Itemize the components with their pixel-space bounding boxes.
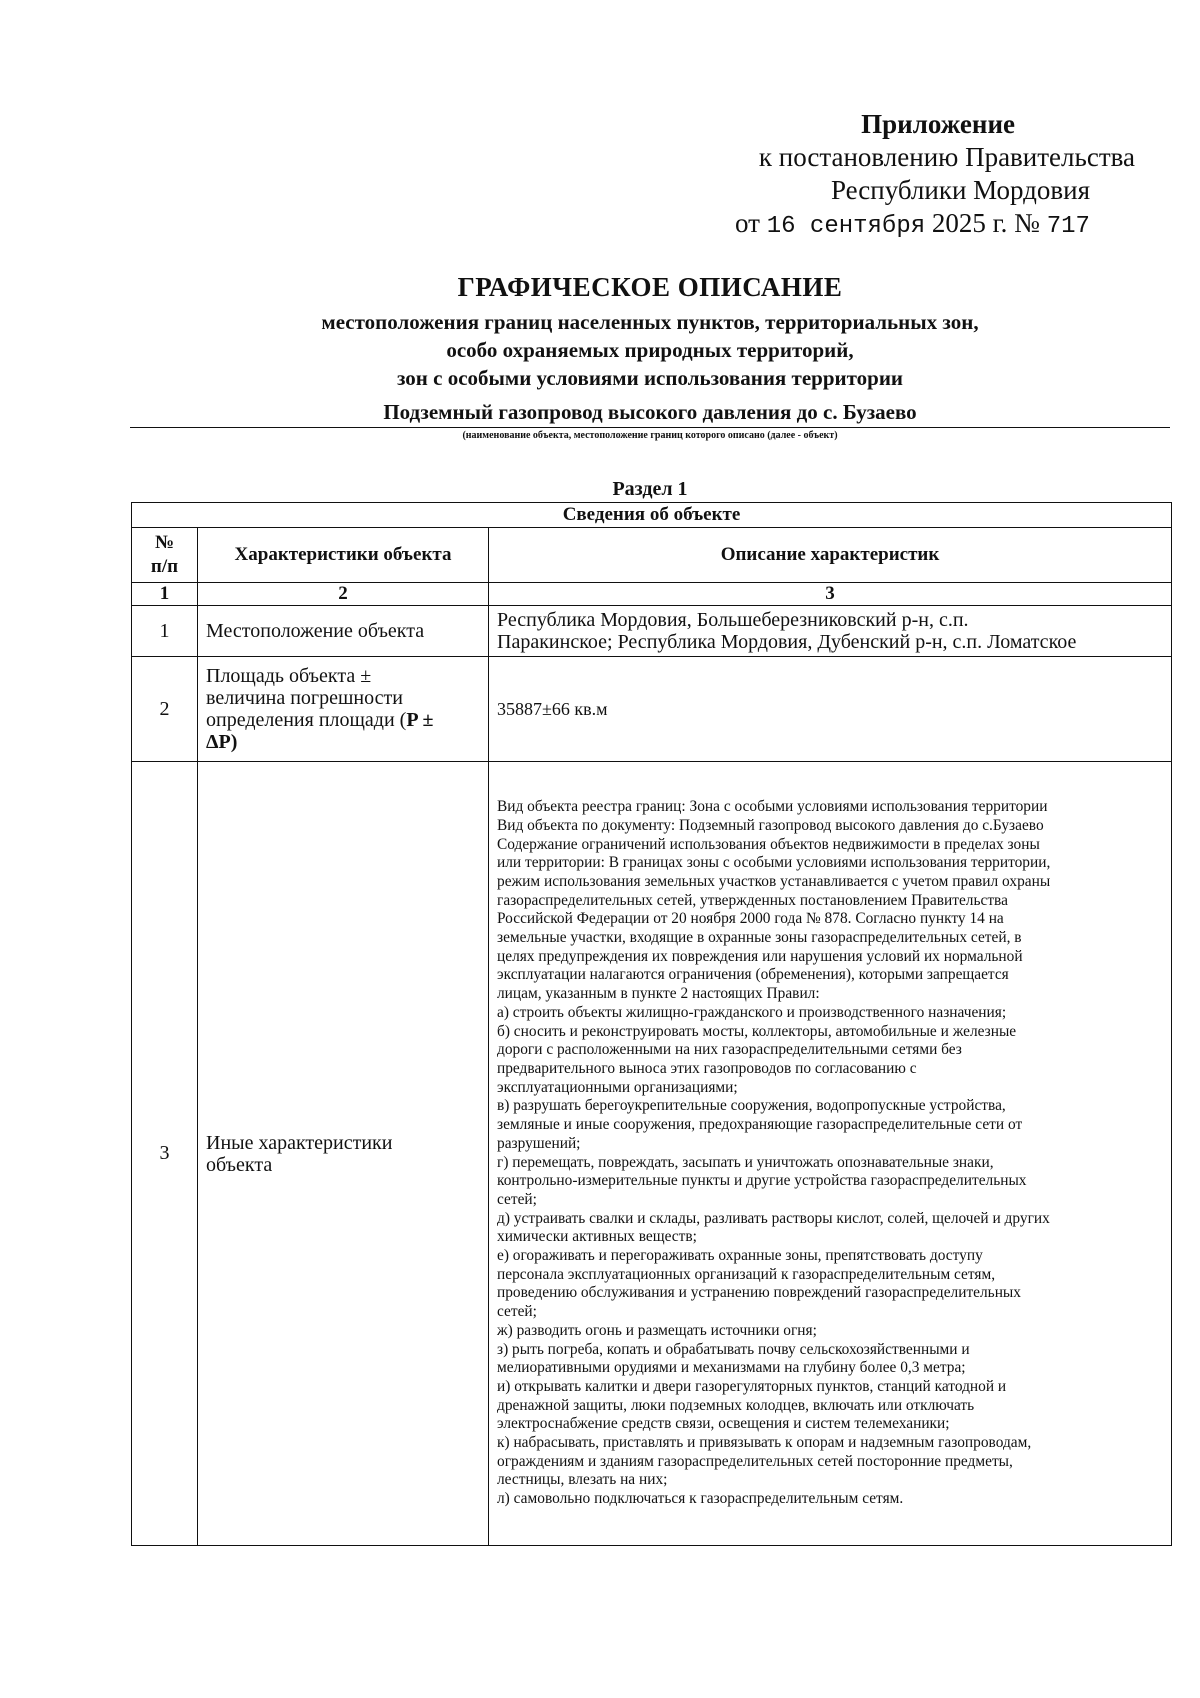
characteristic-line (206, 709, 480, 731)
column-number: 2 (198, 583, 489, 606)
header-characteristic: Характеристики объекта (198, 528, 489, 583)
description-line: мелиоративными орудиями и механизмами на глубину более 0,3 метра; (497, 1359, 966, 1377)
header-number (132, 528, 198, 583)
column-numbers-row (132, 583, 1172, 606)
date-prefix: от (735, 208, 760, 238)
description-line: Российской Федерации от 20 ноября 2000 года № 878. Согласно пункту 14 на (497, 910, 1004, 928)
description-line: е) огораживать и перегораживать охранные зоны, препятствовать доступу (497, 1247, 983, 1265)
description-line: г) перемещать, повреждать, засыпать и уничтожать опознавательные знаки, (497, 1153, 994, 1171)
description-line: Вид объекта по документу: Подземный газопровод высокого давления до с.Бузаево (497, 816, 1044, 834)
description-line: контрольно-измерительные пункты и другие устройства газораспределительных (497, 1172, 1027, 1190)
description-line: персонала эксплуатационных организаций к газораспределительным сетям, (497, 1265, 996, 1283)
description-line: к) набрасывать, приставлять и привязывать к опорам и надземным газопроводам, (497, 1434, 1032, 1452)
header-number-line-2: п/п (150, 556, 179, 577)
row-number: 2 (132, 657, 198, 762)
description-line: Вид объекта реестра границ: Зона с особыми условиями использования территории (497, 798, 1048, 816)
description-line: лестницы, влезать на них; (497, 1471, 668, 1489)
subtitle-line: особо охраняемых природных территорий, (446, 338, 854, 362)
subtitle-line: местоположения границ населенных пунктов, территориальных зон, (321, 310, 979, 334)
description-line: дороги с расположенными на них газораспределительными сетями без (497, 1041, 962, 1059)
characteristic-line: Площадь объекта ± (206, 665, 372, 687)
description-line: электроснабжение средств связи, освещения и систем телемеханики; (497, 1415, 950, 1433)
date-number: 717 (1046, 213, 1090, 240)
row-description: 35887±66 кв.м (489, 657, 1172, 762)
column-number: 1 (132, 583, 198, 606)
row-description (489, 606, 1172, 657)
description-line: б) сносить и реконструировать мосты, коллекторы, автомобильные и железные (497, 1022, 1017, 1040)
column-number: 3 (489, 583, 1172, 606)
description-line: а) строить объекты жилищно-гражданского и производственного назначения; (497, 1003, 1007, 1021)
description-line: целях предупреждения их повреждения или нарушения условий их нормальной (497, 947, 1023, 965)
appendix-date (730, 207, 1150, 243)
row-number: 3 (132, 762, 198, 1546)
description-line: ограждениям и зданиям газораспределительных сетей посторонние предметы, (497, 1452, 1013, 1470)
header-description: Описание характеристик (489, 528, 1172, 583)
section-title: Раздел 1 (612, 478, 688, 500)
row-characteristic (198, 762, 489, 1546)
table-caption-row (132, 503, 1172, 528)
description-line: в) разрушать берегоукрепительные сооружения, водопропускные устройства, (497, 1097, 1006, 1115)
subtitle-line: зон с особыми условиями использования территории (396, 366, 904, 390)
description-line: з) рыть погреба, копать и обрабатывать почву сельскохозяйственными и (497, 1340, 970, 1358)
header-number-line-1: № (154, 532, 175, 553)
description-line: разрушений; (497, 1134, 581, 1152)
row-description (489, 762, 1172, 1546)
description-line: ж) разводить огонь и размещать источники огня; (497, 1321, 817, 1339)
table-row (132, 606, 1172, 657)
description-line: режим использования земельных участков устанавливается с учетом правил охраны (497, 872, 1051, 890)
date-day: 16 сентября (766, 213, 926, 240)
characteristic-text: определения площади ( (206, 709, 407, 731)
description-line: эксплуатации налагаются ограничения (обременения), которыми запрещается (497, 966, 1009, 984)
table-row (132, 762, 1172, 1546)
description-line: земельные участки, входящие в охранные зоны газораспределительных сетей, в (497, 929, 1022, 947)
row-characteristic: Местоположение объекта (198, 606, 489, 657)
object-name-hint: (наименование объекта, местоположение границ которого описано (далее - объект) (462, 430, 838, 441)
document-subtitle (130, 308, 1170, 392)
table-header-row (132, 528, 1172, 583)
description-line: земляные и иные сооружения, предохраняющие газораспределительные сети от (497, 1116, 1023, 1134)
description-line: Содержание ограничений использования объектов недвижимости в пределах зоны (497, 835, 1040, 853)
object-name-underline (130, 427, 1170, 428)
description-line: Паракинское; Республика Мордовия, Дубенский р-н, с.п. Ломатское (497, 631, 1077, 653)
description-line: сетей; (497, 1303, 537, 1321)
characteristic-bold: ΔP) (206, 731, 238, 753)
characteristic-line: Иные характеристики (206, 1131, 393, 1154)
characteristic-line: величина погрешности (206, 687, 403, 709)
appendix-line-2: Республики Мордовия (830, 175, 1090, 205)
description-line: д) устраивать свалки и склады, разливать растворы кислот, солей, щелочей и других (497, 1209, 1050, 1227)
description-line: сетей; (497, 1190, 537, 1208)
table-row (132, 657, 1172, 762)
appendix-line-1: к постановлению Правительства (758, 142, 1135, 172)
row-number: 1 (132, 606, 198, 657)
appendix-block (730, 108, 1150, 243)
document-title: ГРАФИЧЕСКОЕ ОПИСАНИЕ (457, 272, 843, 302)
characteristic-bold: P ± (406, 709, 434, 731)
characteristic-line (206, 731, 480, 753)
description-line: Республика Мордовия, Большеберезниковский р-н, с.п. (497, 609, 969, 631)
date-year: 2025 г. № (931, 208, 1040, 238)
description-line: дренажной защиты, люки подземных колодцев, включать или отключать (497, 1396, 975, 1414)
description-line: и) открывать калитки и двери газорегуляторных пунктов, станций катодной и (497, 1377, 1007, 1395)
description-line: л) самовольно подключаться к газораспределительным сетям. (497, 1490, 904, 1508)
description-line: лицам, указанным в пункте 2 настоящих Правил: (497, 985, 820, 1003)
characteristic-line: объекта (206, 1153, 273, 1176)
description-line: проведению обслуживания и устранению повреждений газораспределительных (497, 1284, 1021, 1302)
row-characteristic (198, 657, 489, 762)
table-caption: Сведения об объекте (132, 503, 1172, 528)
description-line: или территории: В границах зоны с особыми условиями использования территории, (497, 854, 1051, 872)
description-line: химически активных веществ; (497, 1228, 697, 1246)
description-line: предварительного выноса этих газопроводов по согласованию с (497, 1059, 917, 1077)
description-line: газораспределительных сетей, утвержденных постановлением Правительства (497, 891, 1008, 909)
description-line: эксплуатационными организациями; (497, 1078, 738, 1096)
appendix-title: Приложение (861, 109, 1015, 139)
object-info-table (131, 502, 1172, 1546)
object-name: Подземный газопровод высокого давления до с. Бузаево (383, 400, 917, 424)
